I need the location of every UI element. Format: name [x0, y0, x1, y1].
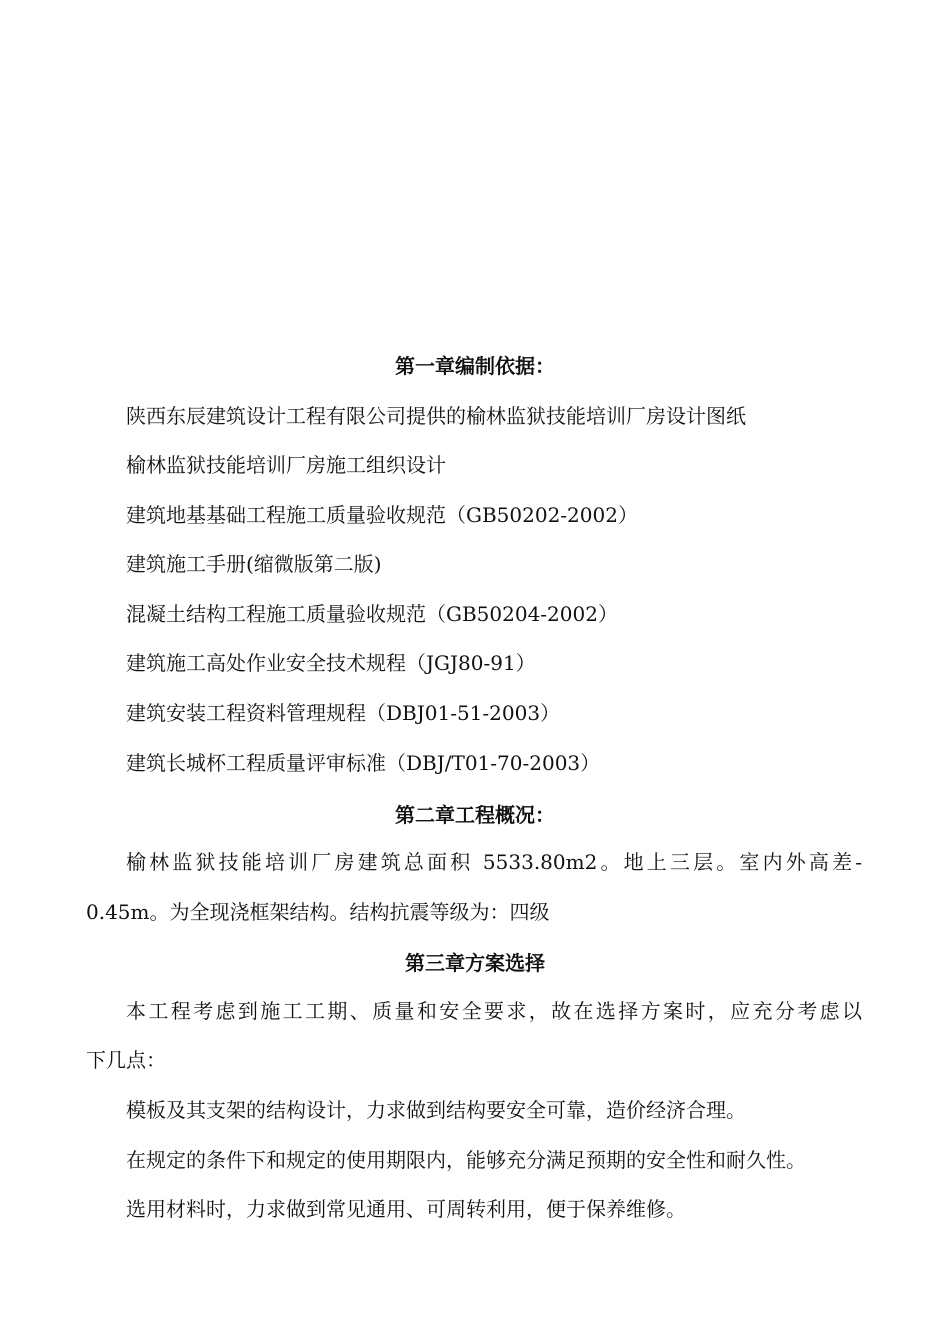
basis-item-8: 建筑长城杯工程质量评审标准（DBJ/T01-70-2003）: [126, 751, 601, 775]
chapter-2-heading: 第二章工程概况：: [395, 803, 555, 827]
scheme-point-3: 选用材料时，力求做到常见通用、可周转利用，便于保养维修。: [126, 1197, 686, 1221]
basis-item-1: 陕西东辰建筑设计工程有限公司提供的榆林监狱技能培训厂房设计图纸: [126, 404, 746, 428]
scheme-intro-line-2: 下几点：: [86, 1048, 166, 1072]
basis-item-3: 建筑地基基础工程施工质量验收规范（GB50202-2002）: [126, 503, 638, 527]
overview-paragraph-line-1: 榆林监狱技能培训厂房建筑总面积 5533.80m2。地上三层。室内外高差-: [126, 850, 862, 874]
overview-paragraph-line-2: 0.45m。为全现浇框架结构。结构抗震等级为：四级: [86, 900, 550, 924]
chapter-1-heading: 第一章编制依据：: [395, 354, 555, 378]
chapter-3-heading: 第三章方案选择: [405, 951, 545, 975]
basis-item-7: 建筑安装工程资料管理规程（DBJ01-51-2003）: [126, 701, 561, 725]
basis-item-4: 建筑施工手册(缩微版第二版): [126, 552, 382, 576]
scheme-point-1: 模板及其支架的结构设计，力求做到结构要安全可靠，造价经济合理。: [126, 1098, 746, 1122]
scheme-intro-line-1: 本工程考虑到施工工期、质量和安全要求，故在选择方案时，应充分考虑以: [126, 999, 862, 1023]
basis-item-5: 混凝土结构工程施工质量验收规范（GB50204-2002）: [126, 602, 618, 626]
scheme-point-2: 在规定的条件下和规定的使用期限内，能够充分满足预期的安全性和耐久性。: [126, 1148, 806, 1172]
basis-item-2: 榆林监狱技能培训厂房施工组织设计: [126, 453, 446, 477]
basis-item-6: 建筑施工高处作业安全技术规程（JGJ80-91）: [126, 651, 536, 675]
